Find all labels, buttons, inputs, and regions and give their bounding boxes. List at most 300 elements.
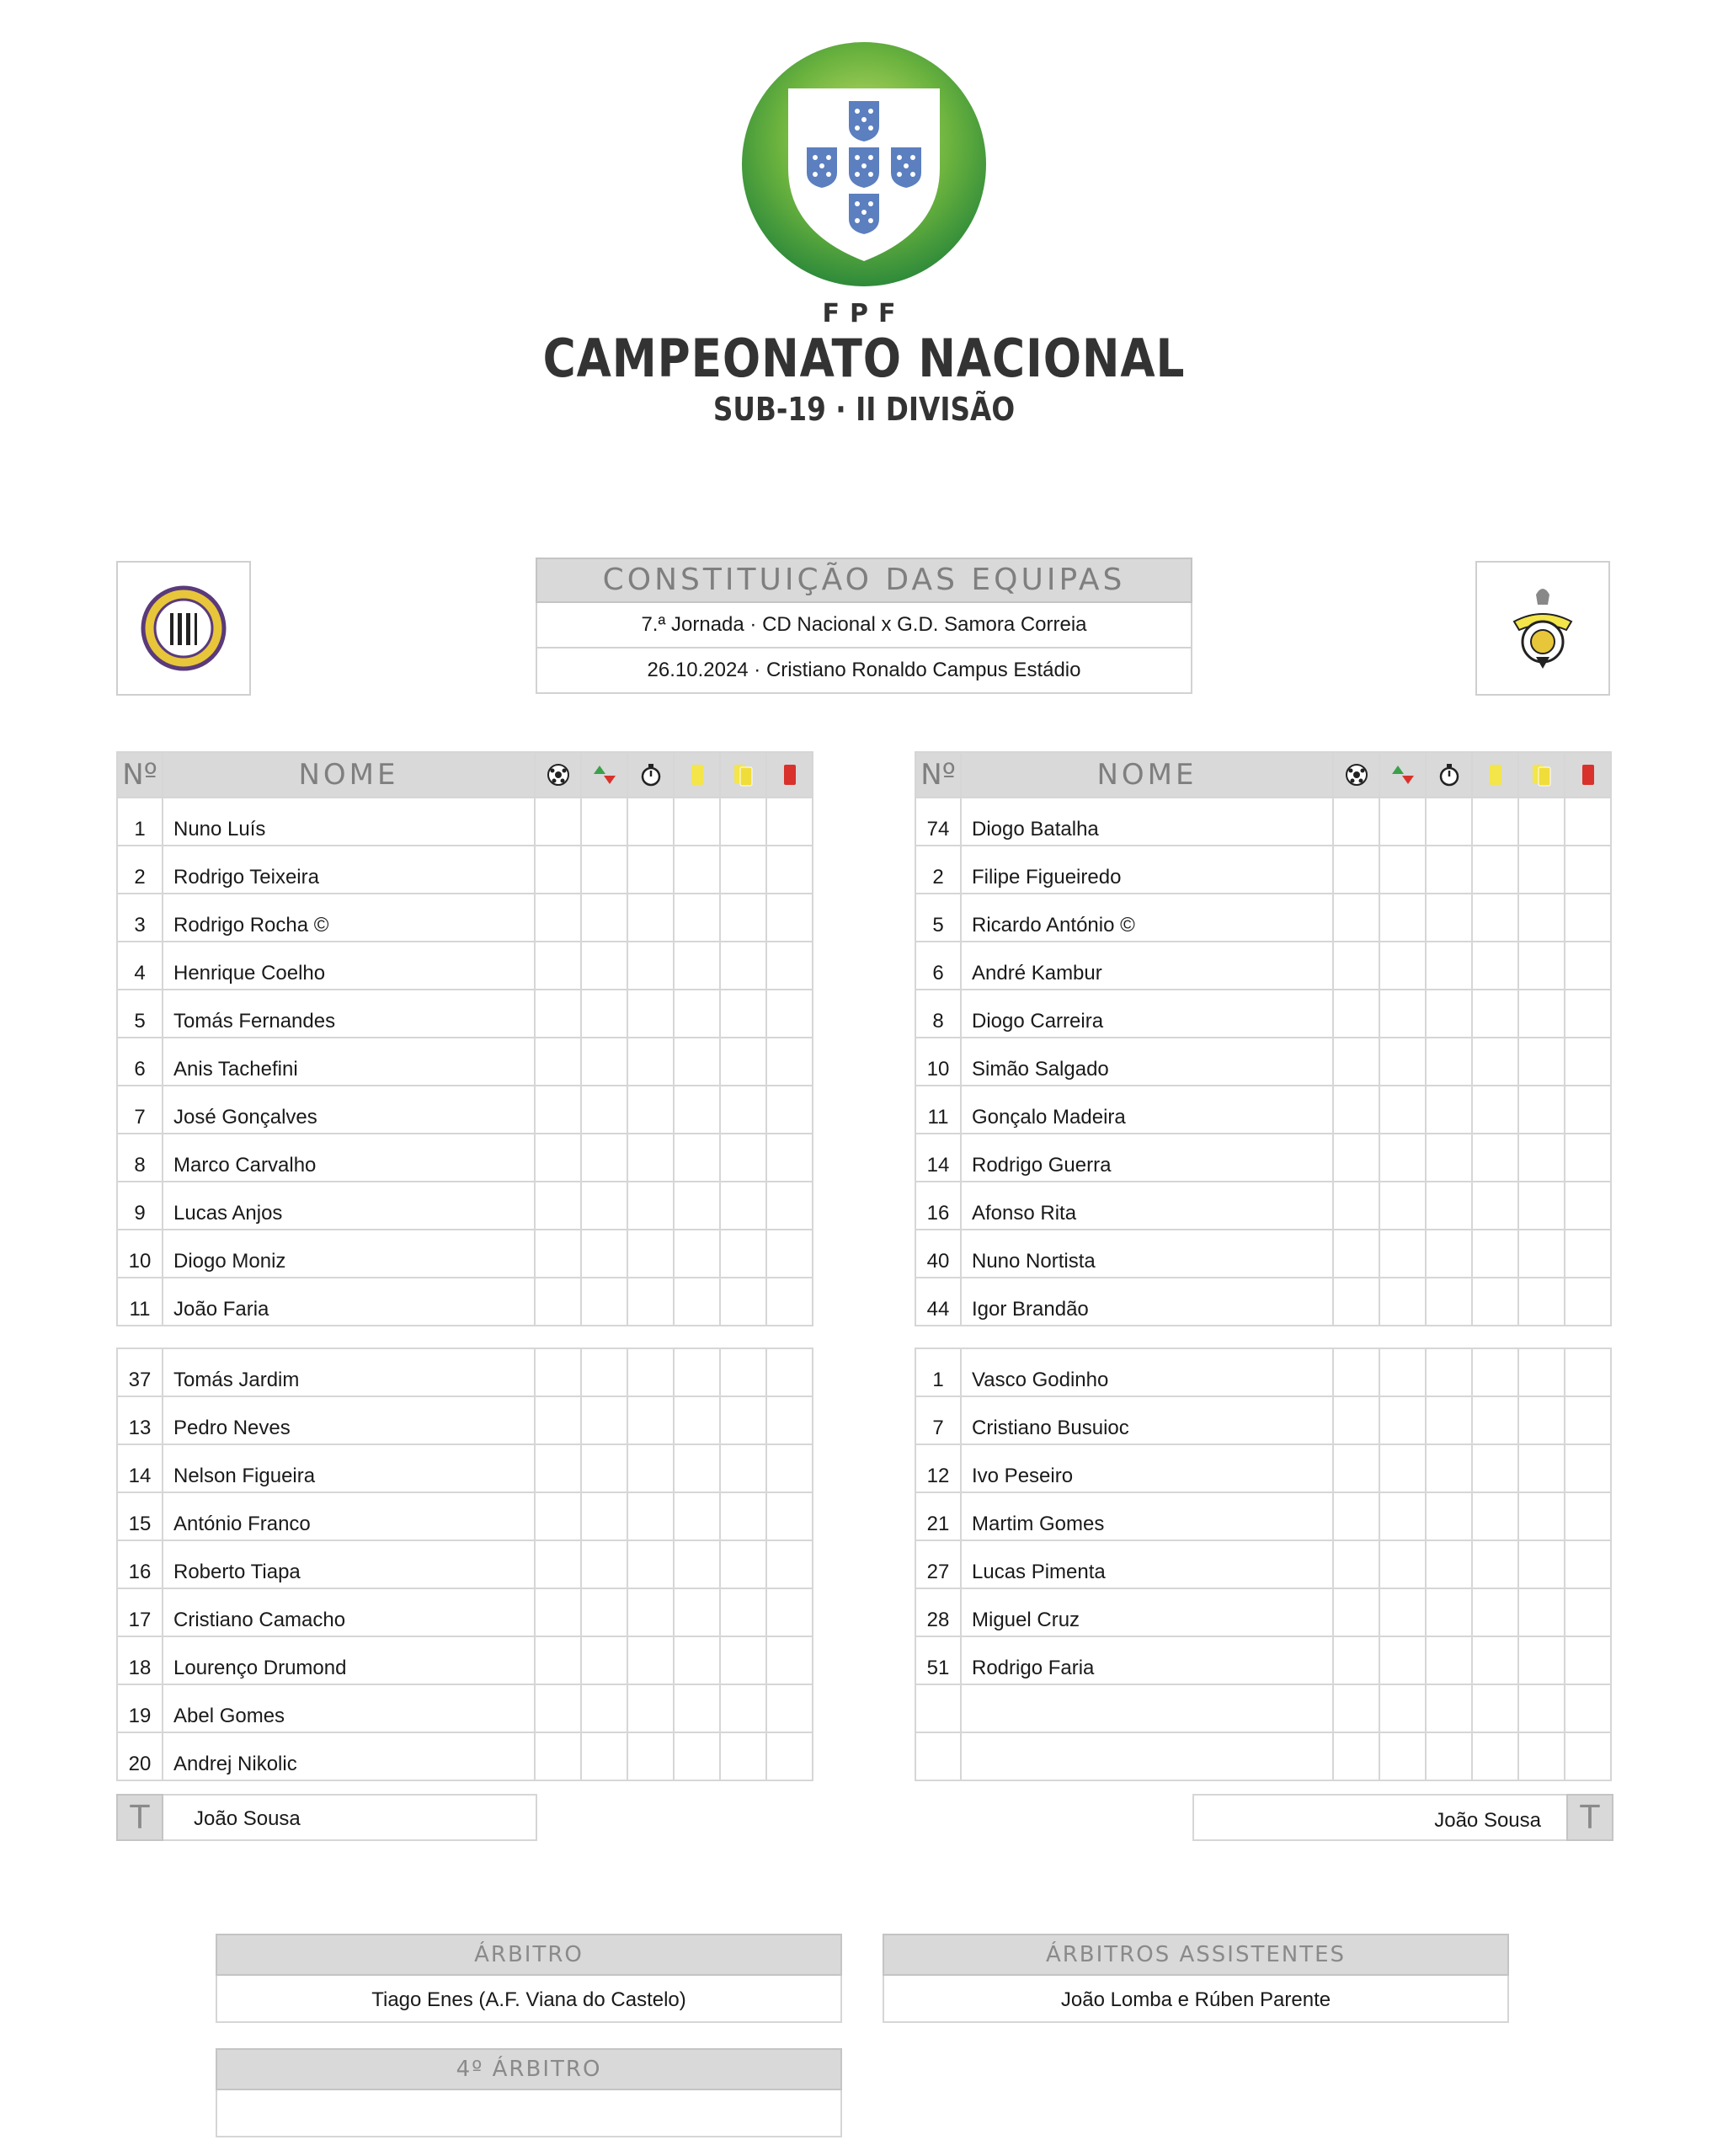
event-cell[interactable] <box>1426 1396 1472 1444</box>
event-cell[interactable] <box>1426 1684 1472 1732</box>
event-cell[interactable] <box>720 1444 766 1492</box>
player-number: 18 <box>117 1636 163 1684</box>
event-cell[interactable] <box>581 1396 627 1444</box>
event-cell[interactable] <box>581 942 627 990</box>
event-cell[interactable] <box>1518 990 1565 1038</box>
event-cell[interactable] <box>674 1588 720 1636</box>
event-cell[interactable] <box>581 798 627 846</box>
event-cell[interactable] <box>1472 1492 1518 1540</box>
event-cell[interactable] <box>720 1038 766 1086</box>
event-cell[interactable] <box>535 1182 581 1230</box>
event-cell[interactable] <box>627 1230 674 1278</box>
event-cell[interactable] <box>581 1278 627 1326</box>
event-cell[interactable] <box>1518 1636 1565 1684</box>
event-cell[interactable] <box>627 1540 674 1588</box>
event-cell[interactable] <box>1426 1182 1472 1230</box>
event-cell[interactable] <box>1333 1732 1379 1780</box>
event-cell[interactable] <box>535 990 581 1038</box>
event-cell[interactable] <box>1379 1444 1426 1492</box>
player-name: Nelson Figueira <box>163 1444 535 1492</box>
event-cell[interactable] <box>1426 1732 1472 1780</box>
player-number: 7 <box>915 1396 961 1444</box>
event-cell[interactable] <box>1472 1230 1518 1278</box>
event-cell[interactable] <box>720 990 766 1038</box>
event-cell[interactable] <box>1379 1684 1426 1732</box>
fpf-logo <box>738 42 990 295</box>
event-cell[interactable] <box>1426 1038 1472 1086</box>
event-cell[interactable] <box>535 1444 581 1492</box>
player-name: Cristiano Busuioc <box>961 1396 1333 1444</box>
event-cell[interactable] <box>1518 1038 1565 1086</box>
event-cell[interactable] <box>766 1444 813 1492</box>
event-cell[interactable] <box>1379 1540 1426 1588</box>
event-cell[interactable] <box>1518 1444 1565 1492</box>
event-cell[interactable] <box>720 1348 766 1396</box>
match-round: 7.ª Jornada · CD Nacional x G.D. Samora Correia <box>536 603 1192 648</box>
event-cell[interactable] <box>581 846 627 894</box>
event-cell[interactable] <box>720 1086 766 1134</box>
event-cell[interactable] <box>720 1492 766 1540</box>
event-cell[interactable] <box>581 1230 627 1278</box>
event-cell[interactable] <box>1472 1732 1518 1780</box>
event-cell[interactable] <box>1518 798 1565 846</box>
event-cell[interactable] <box>1472 1636 1518 1684</box>
event-cell[interactable] <box>1565 1396 1611 1444</box>
event-cell[interactable] <box>1379 1636 1426 1684</box>
event-cell[interactable] <box>1565 1182 1611 1230</box>
player-name: Miguel Cruz <box>961 1588 1333 1636</box>
event-cell[interactable] <box>1426 798 1472 846</box>
event-cell[interactable] <box>1518 942 1565 990</box>
event-cell[interactable] <box>581 1732 627 1780</box>
event-cell[interactable] <box>1426 1086 1472 1134</box>
event-cell[interactable] <box>720 894 766 942</box>
event-cell[interactable] <box>674 846 720 894</box>
event-cell[interactable] <box>1518 1182 1565 1230</box>
event-cell[interactable] <box>1518 1230 1565 1278</box>
table-row <box>117 1278 813 1326</box>
event-cell[interactable] <box>720 1396 766 1444</box>
event-cell[interactable] <box>766 894 813 942</box>
table-row <box>915 942 1611 990</box>
event-cell[interactable] <box>766 1038 813 1086</box>
event-cell[interactable] <box>535 894 581 942</box>
event-cell[interactable] <box>1333 1540 1379 1588</box>
event-cell[interactable] <box>627 798 674 846</box>
event-cell[interactable] <box>1472 1134 1518 1182</box>
event-cell[interactable] <box>1379 990 1426 1038</box>
event-cell[interactable] <box>1518 1348 1565 1396</box>
event-cell[interactable] <box>766 942 813 990</box>
event-cell[interactable] <box>674 1182 720 1230</box>
event-cell[interactable] <box>1426 990 1472 1038</box>
event-cell[interactable] <box>535 798 581 846</box>
event-cell[interactable] <box>1518 1588 1565 1636</box>
event-cell[interactable] <box>1426 1588 1472 1636</box>
player-number: 6 <box>915 942 961 990</box>
player-number: 4 <box>117 942 163 990</box>
event-cell[interactable] <box>627 1278 674 1326</box>
player-number: 14 <box>117 1444 163 1492</box>
event-cell[interactable] <box>1472 1540 1518 1588</box>
event-cell[interactable] <box>766 1182 813 1230</box>
event-cell[interactable] <box>1565 942 1611 990</box>
event-cell[interactable] <box>1518 1684 1565 1732</box>
stopwatch-icon <box>627 752 674 798</box>
event-cell[interactable] <box>766 798 813 846</box>
event-cell[interactable] <box>1379 894 1426 942</box>
event-cell[interactable] <box>674 990 720 1038</box>
event-cell[interactable] <box>1333 846 1379 894</box>
player-number: 13 <box>117 1396 163 1444</box>
event-cell[interactable] <box>1565 1444 1611 1492</box>
event-cell[interactable] <box>1472 1684 1518 1732</box>
event-cell[interactable] <box>581 1444 627 1492</box>
event-cell[interactable] <box>535 1588 581 1636</box>
event-cell[interactable] <box>1379 1396 1426 1444</box>
match-info <box>536 558 1192 694</box>
event-cell[interactable] <box>1426 1492 1472 1540</box>
event-cell[interactable] <box>674 1086 720 1134</box>
event-cell[interactable] <box>535 1732 581 1780</box>
event-cell[interactable] <box>1472 1038 1518 1086</box>
event-cell[interactable] <box>1565 1134 1611 1182</box>
event-cell[interactable] <box>1379 1230 1426 1278</box>
event-cell[interactable] <box>1333 942 1379 990</box>
referee-label: ÁRBITRO <box>216 1934 842 1976</box>
yellow-card-icon <box>674 752 720 798</box>
event-cell[interactable] <box>1333 798 1379 846</box>
event-cell[interactable] <box>1333 1230 1379 1278</box>
event-cell[interactable] <box>766 1636 813 1684</box>
substitution-icon <box>581 752 627 798</box>
event-cell[interactable] <box>1333 1182 1379 1230</box>
event-cell[interactable] <box>674 1134 720 1182</box>
event-cell[interactable] <box>720 1278 766 1326</box>
event-cell[interactable] <box>581 1636 627 1684</box>
event-cell[interactable] <box>1472 1348 1518 1396</box>
event-cell[interactable] <box>535 1134 581 1182</box>
player-name: Henrique Coelho <box>163 942 535 990</box>
event-cell[interactable] <box>1472 1086 1518 1134</box>
table-row <box>915 1396 1611 1444</box>
player-number: 14 <box>915 1134 961 1182</box>
event-cell[interactable] <box>674 1684 720 1732</box>
event-cell[interactable] <box>535 1086 581 1134</box>
event-cell[interactable] <box>720 1684 766 1732</box>
event-cell[interactable] <box>1426 1230 1472 1278</box>
event-cell[interactable] <box>627 1444 674 1492</box>
event-cell[interactable] <box>766 1278 813 1326</box>
event-cell[interactable] <box>720 942 766 990</box>
event-cell[interactable] <box>1472 1588 1518 1636</box>
event-cell[interactable] <box>535 942 581 990</box>
event-cell[interactable] <box>1518 894 1565 942</box>
org-name: FPF <box>822 299 906 328</box>
event-cell[interactable] <box>581 1182 627 1230</box>
player-number <box>915 1732 961 1780</box>
event-cell[interactable] <box>674 1540 720 1588</box>
event-cell[interactable] <box>1379 1732 1426 1780</box>
event-cell[interactable] <box>766 1230 813 1278</box>
event-cell[interactable] <box>1333 1684 1379 1732</box>
event-cell[interactable] <box>581 1348 627 1396</box>
event-cell[interactable] <box>674 942 720 990</box>
event-cell[interactable] <box>674 1230 720 1278</box>
event-cell[interactable] <box>720 1540 766 1588</box>
event-cell[interactable] <box>1565 1636 1611 1684</box>
event-cell[interactable] <box>1565 1348 1611 1396</box>
player-name: Anis Tachefini <box>163 1038 535 1086</box>
event-cell[interactable] <box>1518 1134 1565 1182</box>
event-cell[interactable] <box>1426 1540 1472 1588</box>
event-cell[interactable] <box>720 1182 766 1230</box>
event-cell[interactable] <box>535 1492 581 1540</box>
event-cell[interactable] <box>1472 1278 1518 1326</box>
event-cell[interactable] <box>1333 1278 1379 1326</box>
event-cell[interactable] <box>720 1732 766 1780</box>
event-cell[interactable] <box>581 1540 627 1588</box>
event-cell[interactable] <box>1426 942 1472 990</box>
event-cell[interactable] <box>1379 942 1426 990</box>
event-cell[interactable] <box>1333 990 1379 1038</box>
table-row <box>915 1348 1611 1396</box>
event-cell[interactable] <box>1565 894 1611 942</box>
table-row <box>117 990 813 1038</box>
away-club-badge <box>1475 561 1610 696</box>
event-cell[interactable] <box>1565 1038 1611 1086</box>
table-row <box>915 990 1611 1038</box>
table-row <box>915 1134 1611 1182</box>
event-cell[interactable] <box>1565 1278 1611 1326</box>
event-cell[interactable] <box>535 1396 581 1444</box>
event-cell[interactable] <box>1426 1348 1472 1396</box>
event-cell[interactable] <box>1379 1182 1426 1230</box>
event-cell[interactable] <box>535 846 581 894</box>
player-number: 10 <box>915 1038 961 1086</box>
event-cell[interactable] <box>766 1588 813 1636</box>
event-cell[interactable] <box>581 1588 627 1636</box>
event-cell[interactable] <box>1333 1086 1379 1134</box>
event-cell[interactable] <box>674 1396 720 1444</box>
name-header: NOME <box>163 752 535 798</box>
event-cell[interactable] <box>674 1492 720 1540</box>
event-cell[interactable] <box>1379 1134 1426 1182</box>
event-cell[interactable] <box>766 990 813 1038</box>
event-cell[interactable] <box>766 846 813 894</box>
player-number: 40 <box>915 1230 961 1278</box>
lineup-title: CONSTITUIÇÃO DAS EQUIPAS <box>536 558 1192 603</box>
event-cell[interactable] <box>766 1134 813 1182</box>
event-cell[interactable] <box>674 1278 720 1326</box>
event-cell[interactable] <box>581 990 627 1038</box>
coach-label: T <box>1566 1794 1613 1841</box>
player-number: 8 <box>915 990 961 1038</box>
event-cell[interactable] <box>581 1038 627 1086</box>
event-cell[interactable] <box>581 894 627 942</box>
event-cell[interactable] <box>535 1038 581 1086</box>
event-cell[interactable] <box>535 1636 581 1684</box>
event-cell[interactable] <box>535 1540 581 1588</box>
event-cell[interactable] <box>535 1684 581 1732</box>
event-cell[interactable] <box>1518 1492 1565 1540</box>
event-cell[interactable] <box>674 1636 720 1684</box>
player-number: 20 <box>117 1732 163 1780</box>
event-cell[interactable] <box>766 1348 813 1396</box>
event-cell[interactable] <box>627 1684 674 1732</box>
event-cell[interactable] <box>1565 798 1611 846</box>
event-cell[interactable] <box>1333 1444 1379 1492</box>
event-cell[interactable] <box>581 1086 627 1134</box>
event-cell[interactable] <box>1472 1182 1518 1230</box>
event-cell[interactable] <box>720 798 766 846</box>
event-cell[interactable] <box>720 1230 766 1278</box>
event-cell[interactable] <box>1333 1396 1379 1444</box>
event-cell[interactable] <box>1379 1086 1426 1134</box>
event-cell[interactable] <box>1379 1492 1426 1540</box>
home-coach-name: João Sousa <box>194 1807 301 1830</box>
table-row <box>915 1540 1611 1588</box>
event-cell[interactable] <box>581 1684 627 1732</box>
player-name: Ivo Peseiro <box>961 1444 1333 1492</box>
event-cell[interactable] <box>674 1732 720 1780</box>
event-cell[interactable] <box>627 1732 674 1780</box>
event-cell[interactable] <box>627 846 674 894</box>
event-cell[interactable] <box>1472 942 1518 990</box>
competition-name: CAMPEONATO NACIONAL <box>542 328 1186 389</box>
event-cell[interactable] <box>674 1348 720 1396</box>
event-cell[interactable] <box>627 1396 674 1444</box>
event-cell[interactable] <box>720 846 766 894</box>
event-cell[interactable] <box>674 894 720 942</box>
event-cell[interactable] <box>766 1540 813 1588</box>
event-cell[interactable] <box>627 1588 674 1636</box>
event-cell[interactable] <box>535 1278 581 1326</box>
event-cell[interactable] <box>627 1086 674 1134</box>
event-cell[interactable] <box>1565 1732 1611 1780</box>
player-name: Abel Gomes <box>163 1684 535 1732</box>
event-cell[interactable] <box>1379 1038 1426 1086</box>
event-cell[interactable] <box>1565 1230 1611 1278</box>
event-cell[interactable] <box>627 1038 674 1086</box>
red-card-icon <box>766 752 813 798</box>
event-cell[interactable] <box>720 1636 766 1684</box>
event-cell[interactable] <box>674 798 720 846</box>
event-cell[interactable] <box>1426 1636 1472 1684</box>
event-cell[interactable] <box>1518 1540 1565 1588</box>
event-cell[interactable] <box>1518 1278 1565 1326</box>
event-cell[interactable] <box>1565 1588 1611 1636</box>
table-row <box>915 1086 1611 1134</box>
event-cell[interactable] <box>720 1134 766 1182</box>
event-cell[interactable] <box>720 1588 766 1636</box>
event-cell[interactable] <box>1518 1732 1565 1780</box>
player-number: 1 <box>117 798 163 846</box>
player-name: Rodrigo Guerra <box>961 1134 1333 1182</box>
event-cell[interactable] <box>1565 1086 1611 1134</box>
event-cell[interactable] <box>1518 846 1565 894</box>
event-cell[interactable] <box>627 942 674 990</box>
event-cell[interactable] <box>1426 846 1472 894</box>
event-cell[interactable] <box>627 1182 674 1230</box>
event-cell[interactable] <box>674 1038 720 1086</box>
event-cell[interactable] <box>674 1444 720 1492</box>
event-cell[interactable] <box>627 1134 674 1182</box>
event-cell[interactable] <box>766 1396 813 1444</box>
player-name: Filipe Figueiredo <box>961 846 1333 894</box>
player-name: Diogo Moniz <box>163 1230 535 1278</box>
event-cell[interactable] <box>1426 1444 1472 1492</box>
table-row <box>915 1732 1611 1780</box>
event-cell[interactable] <box>1379 846 1426 894</box>
player-number: 51 <box>915 1636 961 1684</box>
event-cell[interactable] <box>1565 1492 1611 1540</box>
event-cell[interactable] <box>1379 1588 1426 1636</box>
event-cell[interactable] <box>1379 1348 1426 1396</box>
event-cell[interactable] <box>627 990 674 1038</box>
home-starters-table <box>116 751 813 1326</box>
event-cell[interactable] <box>581 1492 627 1540</box>
event-cell[interactable] <box>1472 846 1518 894</box>
event-cell[interactable] <box>1333 894 1379 942</box>
event-cell[interactable] <box>1565 1540 1611 1588</box>
event-cell[interactable] <box>627 1636 674 1684</box>
player-name <box>961 1684 1333 1732</box>
event-cell[interactable] <box>1333 1492 1379 1540</box>
event-cell[interactable] <box>1565 1684 1611 1732</box>
event-cell[interactable] <box>581 1134 627 1182</box>
event-cell[interactable] <box>1379 798 1426 846</box>
event-cell[interactable] <box>1333 1038 1379 1086</box>
event-cell[interactable] <box>1518 1086 1565 1134</box>
player-number: 7 <box>117 1086 163 1134</box>
event-cell[interactable] <box>627 894 674 942</box>
event-cell[interactable] <box>766 1684 813 1732</box>
event-cell[interactable] <box>1379 1278 1426 1326</box>
event-cell[interactable] <box>627 1492 674 1540</box>
player-number: 15 <box>117 1492 163 1540</box>
match-date-venue: 26.10.2024 · Cristiano Ronaldo Campus Estádio <box>536 648 1192 694</box>
event-cell[interactable] <box>627 1348 674 1396</box>
event-cell[interactable] <box>1518 1396 1565 1444</box>
event-cell[interactable] <box>1426 894 1472 942</box>
event-cell[interactable] <box>1565 846 1611 894</box>
event-cell[interactable] <box>1565 990 1611 1038</box>
event-cell[interactable] <box>1472 894 1518 942</box>
player-number: 1 <box>915 1348 961 1396</box>
event-cell[interactable] <box>535 1348 581 1396</box>
player-name: Rodrigo Rocha © <box>163 894 535 942</box>
event-cell[interactable] <box>1333 1134 1379 1182</box>
event-cell[interactable] <box>1333 1588 1379 1636</box>
event-cell[interactable] <box>1333 1348 1379 1396</box>
event-cell[interactable] <box>766 1492 813 1540</box>
event-cell[interactable] <box>1472 1396 1518 1444</box>
event-cell[interactable] <box>766 1732 813 1780</box>
event-cell[interactable] <box>1426 1278 1472 1326</box>
table-row <box>117 1086 813 1134</box>
player-name: Vasco Godinho <box>961 1348 1333 1396</box>
event-cell[interactable] <box>535 1230 581 1278</box>
event-cell[interactable] <box>1472 990 1518 1038</box>
event-cell[interactable] <box>766 1086 813 1134</box>
event-cell[interactable] <box>1426 1134 1472 1182</box>
event-cell[interactable] <box>1472 1444 1518 1492</box>
table-row <box>915 894 1611 942</box>
event-cell[interactable] <box>1333 1636 1379 1684</box>
coach-label: T <box>116 1794 163 1841</box>
event-cell[interactable] <box>1472 798 1518 846</box>
